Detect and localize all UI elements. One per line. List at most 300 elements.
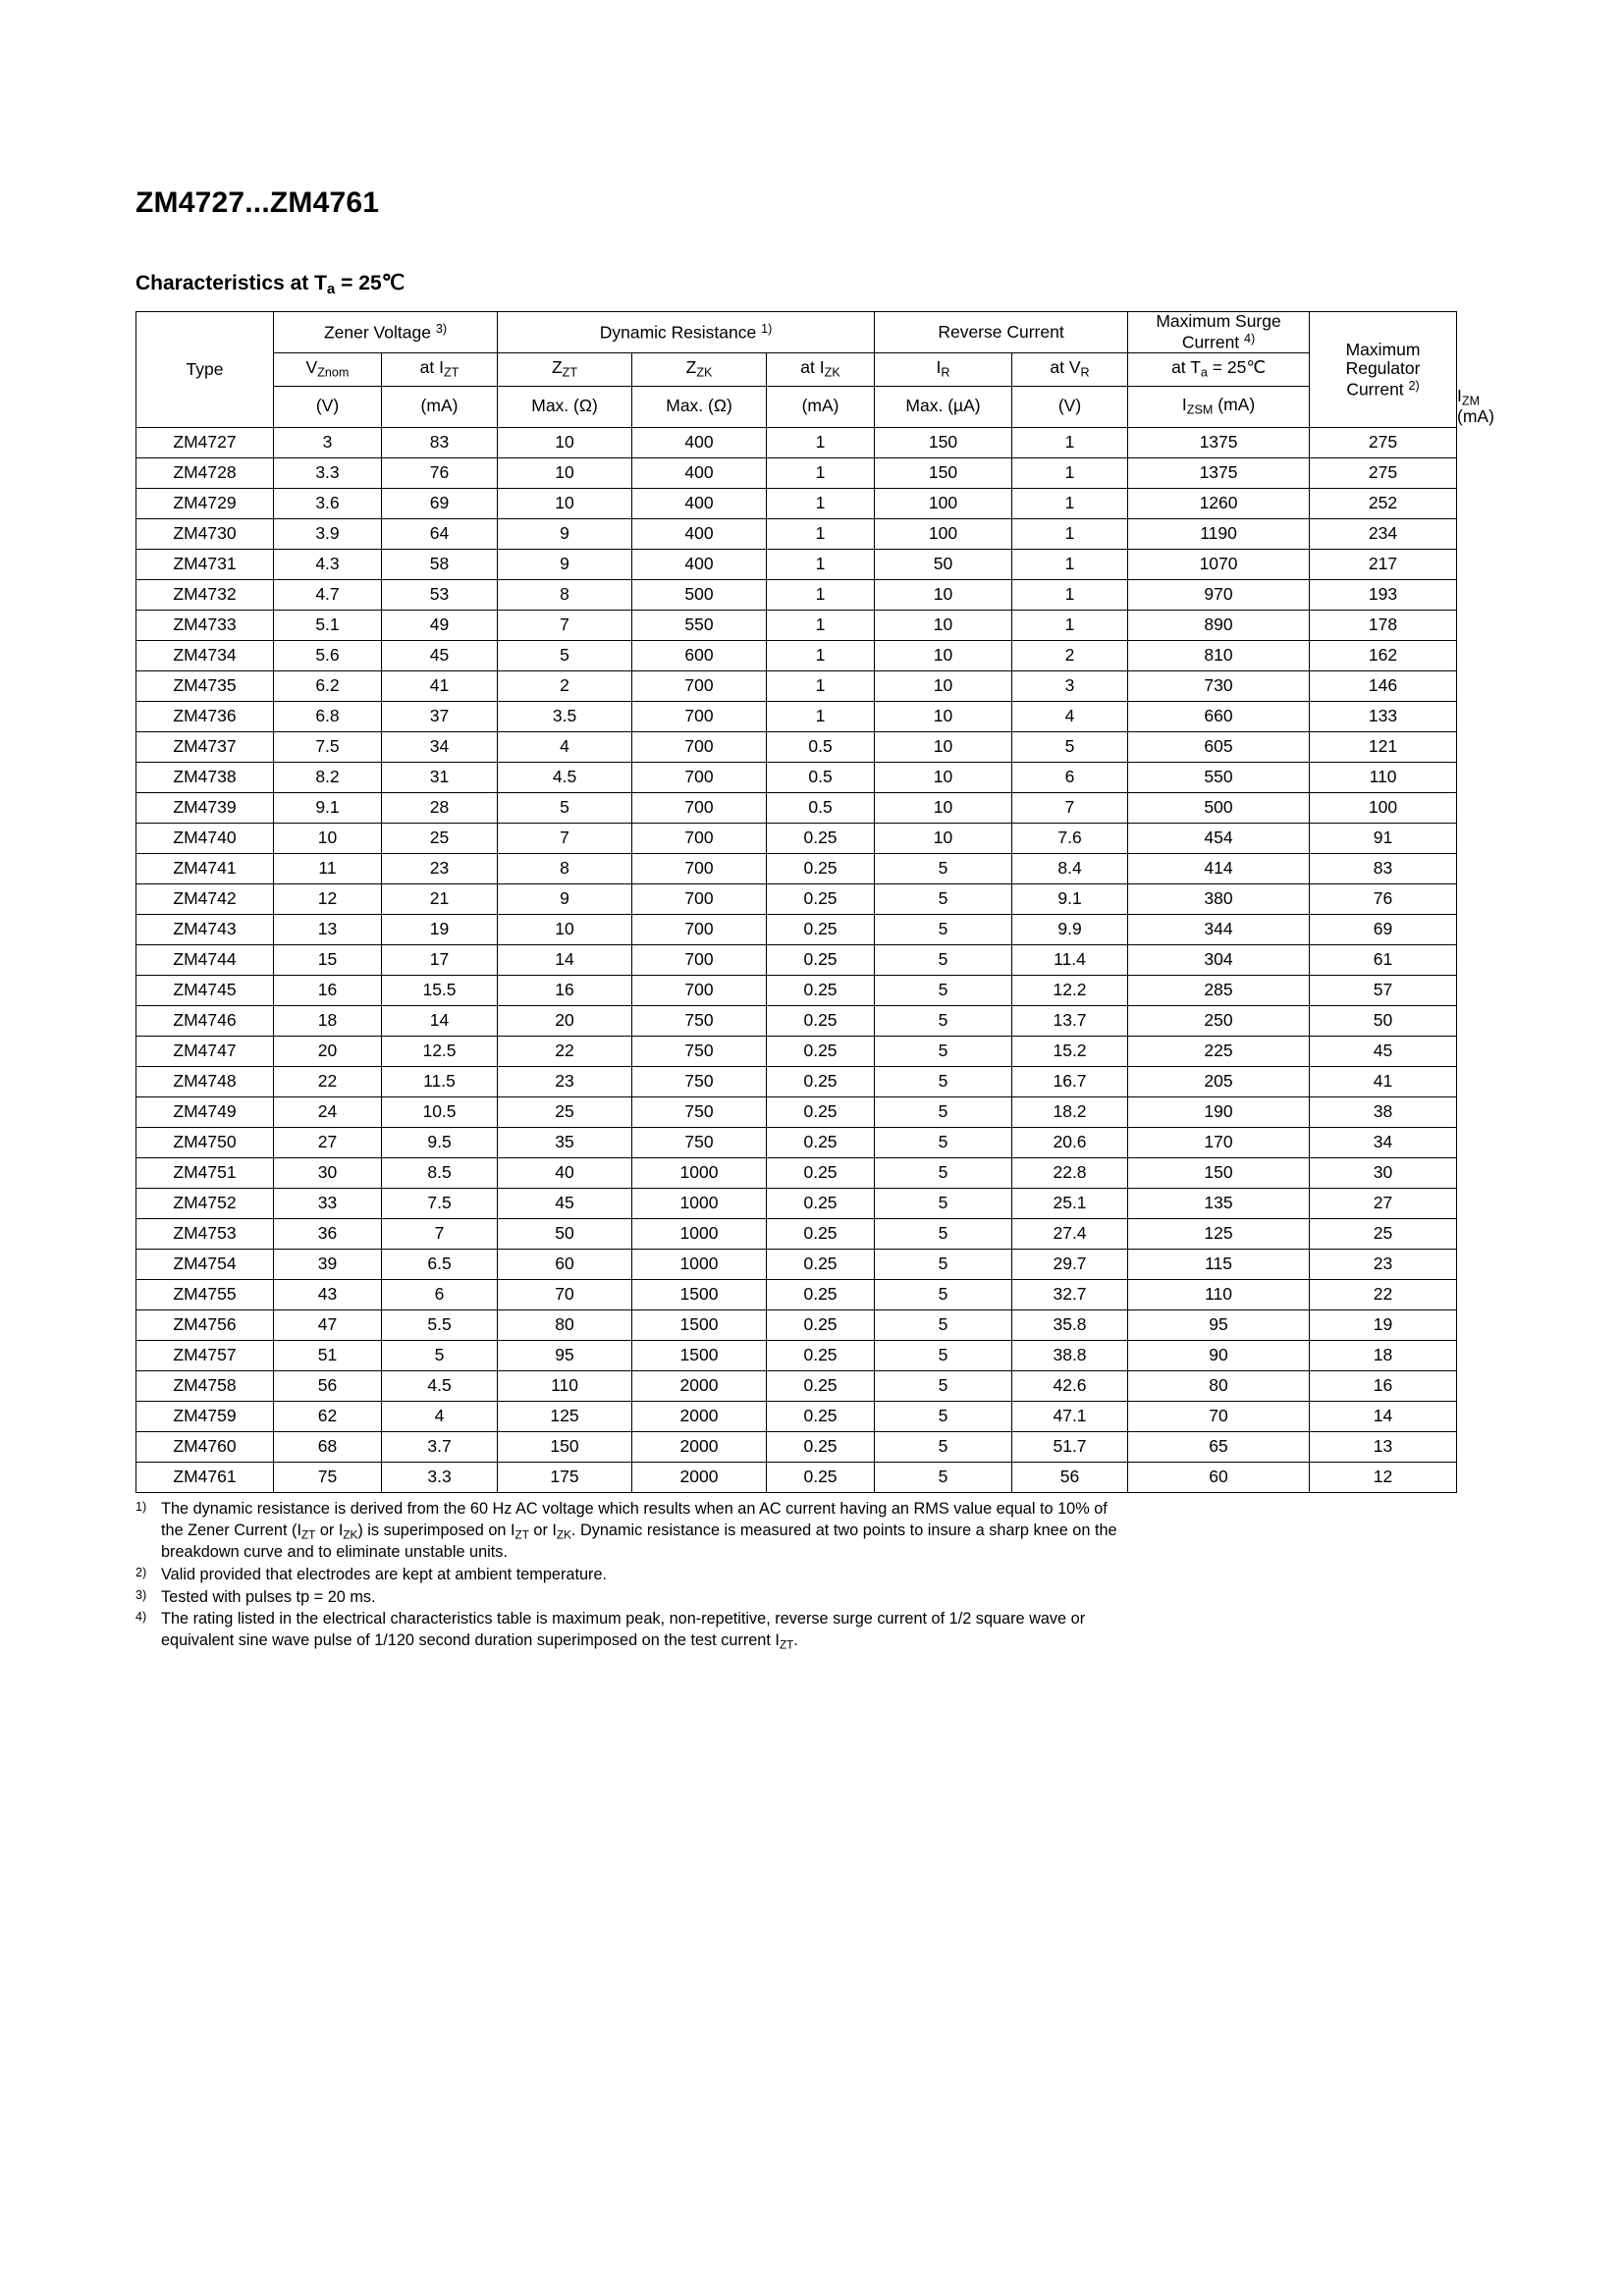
cell-value: 8.5 — [382, 1157, 498, 1188]
cell-value: 0.25 — [767, 1370, 875, 1401]
cell-value: 8 — [498, 579, 632, 610]
cell-value: 11 — [274, 853, 382, 883]
cell-value: 170 — [1128, 1127, 1310, 1157]
cell-value: 13 — [274, 914, 382, 944]
cell-type: ZM4728 — [136, 457, 274, 488]
cell-value: 80 — [1128, 1370, 1310, 1401]
table-row — [136, 549, 1457, 579]
cell-value: 90 — [1128, 1340, 1310, 1370]
cell-value: 56 — [1012, 1462, 1128, 1492]
cell-value: 3.7 — [382, 1431, 498, 1462]
cell-value: 50 — [498, 1218, 632, 1249]
cell-value: 700 — [632, 853, 767, 883]
cell-value: 100 — [875, 518, 1012, 549]
cell-value: 23 — [498, 1066, 632, 1096]
cell-value: 0.25 — [767, 914, 875, 944]
header-unit-max-ohm-zzk: Max. (Ω) — [632, 386, 767, 427]
cell-value: 27 — [1310, 1188, 1457, 1218]
cell-value: 0.25 — [767, 1157, 875, 1188]
cell-value: 62 — [274, 1401, 382, 1431]
cell-value: 9.1 — [1012, 883, 1128, 914]
footnotes — [135, 1499, 1456, 1653]
cell-value: 9 — [498, 883, 632, 914]
cell-value: 5 — [498, 640, 632, 670]
header-sym-zzt: $Z_{ZT}$ — [498, 352, 632, 386]
cell-value: 10 — [875, 823, 1012, 853]
cell-value: 9.9 — [1012, 914, 1128, 944]
cell-value: 4 — [498, 731, 632, 762]
cell-value: 0.5 — [767, 762, 875, 792]
cell-value: 30 — [1310, 1157, 1457, 1188]
cell-value: 1 — [767, 670, 875, 701]
cell-type: ZM4729 — [136, 488, 274, 518]
footnote-1-line3: breakdown curve and to eliminate unstable units. — [161, 1543, 508, 1562]
cell-value: 51.7 — [1012, 1431, 1128, 1462]
cell-value: 69 — [1310, 914, 1457, 944]
cell-value: 0.25 — [767, 1401, 875, 1431]
cell-value: 76 — [382, 457, 498, 488]
cell-value: 5 — [875, 914, 1012, 944]
cell-value: 15.2 — [1012, 1036, 1128, 1066]
cell-value: 5 — [875, 1218, 1012, 1249]
cell-value: 400 — [632, 427, 767, 457]
cell-value: 18 — [1310, 1340, 1457, 1370]
cell-value: 0.25 — [767, 1188, 875, 1218]
header-reverse-current: Reverse Current — [875, 312, 1128, 352]
cell-value: 60 — [498, 1249, 632, 1279]
table-row — [136, 853, 1457, 883]
header-sym-surge-temp: at $T_a$ = 25℃ — [1128, 352, 1310, 386]
cell-value: 35 — [498, 1127, 632, 1157]
cell-value: 8.4 — [1012, 853, 1128, 883]
section-title-suffix: = 25℃ — [335, 272, 406, 294]
cell-value: 5 — [875, 1340, 1012, 1370]
cell-value: 1000 — [632, 1157, 767, 1188]
cell-type: ZM4758 — [136, 1370, 274, 1401]
header-zener-voltage: Zener Voltage $^{3)}$ — [274, 312, 498, 352]
cell-value: 110 — [498, 1370, 632, 1401]
cell-value: 234 — [1310, 518, 1457, 549]
cell-value: 0.25 — [767, 1218, 875, 1249]
cell-value: 47 — [274, 1309, 382, 1340]
cell-value: 25 — [498, 1096, 632, 1127]
table-row — [136, 670, 1457, 701]
table-row — [136, 1462, 1457, 1492]
cell-value: 68 — [274, 1431, 382, 1462]
table-row — [136, 427, 1457, 457]
cell-value: 11.5 — [382, 1066, 498, 1096]
cell-type: ZM4746 — [136, 1005, 274, 1036]
cell-value: 22 — [1310, 1279, 1457, 1309]
cell-value: 0.25 — [767, 1279, 875, 1309]
cell-value: 17 — [382, 944, 498, 975]
cell-value: 20.6 — [1012, 1127, 1128, 1157]
cell-type: ZM4748 — [136, 1066, 274, 1096]
cell-value: 3 — [274, 427, 382, 457]
cell-value: 5 — [875, 1036, 1012, 1066]
cell-value: 121 — [1310, 731, 1457, 762]
cell-value: 12.5 — [382, 1036, 498, 1066]
cell-value: 0.25 — [767, 1309, 875, 1340]
cell-value: 6.5 — [382, 1249, 498, 1279]
table-row — [136, 640, 1457, 670]
cell-value: 22 — [274, 1066, 382, 1096]
cell-value: 7.6 — [1012, 823, 1128, 853]
cell-value: 700 — [632, 701, 767, 731]
cell-value: 250 — [1128, 1005, 1310, 1036]
cell-value: 45 — [382, 640, 498, 670]
table-row — [136, 1218, 1457, 1249]
cell-value: 1 — [767, 579, 875, 610]
cell-value: 0.25 — [767, 1127, 875, 1157]
cell-type: ZM4732 — [136, 579, 274, 610]
cell-value: 91 — [1310, 823, 1457, 853]
cell-value: 4.7 — [274, 579, 382, 610]
cell-value: 275 — [1310, 457, 1457, 488]
cell-type: ZM4756 — [136, 1309, 274, 1340]
cell-value: 1 — [1012, 488, 1128, 518]
cell-value: 64 — [382, 518, 498, 549]
table-row — [136, 1279, 1457, 1309]
header-type: Type — [136, 312, 274, 428]
table-row — [136, 488, 1457, 518]
cell-value: 0.25 — [767, 975, 875, 1005]
table-row — [136, 1066, 1457, 1096]
cell-type: ZM4749 — [136, 1096, 274, 1127]
cell-type: ZM4743 — [136, 914, 274, 944]
cell-value: 2000 — [632, 1462, 767, 1492]
cell-value: 69 — [382, 488, 498, 518]
cell-value: 6 — [382, 1279, 498, 1309]
cell-value: 110 — [1128, 1279, 1310, 1309]
cell-value: 12 — [1310, 1462, 1457, 1492]
cell-value: 49 — [382, 610, 498, 640]
cell-value: 3.6 — [274, 488, 382, 518]
cell-value: 110 — [1310, 762, 1457, 792]
cell-value: 16.7 — [1012, 1066, 1128, 1096]
cell-value: 115 — [1128, 1249, 1310, 1279]
cell-value: 9.1 — [274, 792, 382, 823]
footnote-1 — [135, 1499, 1456, 1564]
cell-type: ZM4761 — [136, 1462, 274, 1492]
cell-value: 1 — [1012, 518, 1128, 549]
cell-value: 83 — [1310, 853, 1457, 883]
cell-value: 2000 — [632, 1401, 767, 1431]
header-sym-vznom: $V_{Znom}$ — [274, 352, 382, 386]
table-row — [136, 792, 1457, 823]
header-max-regulator-current: Maximum Regulator Current $^{2)}$ — [1310, 312, 1457, 428]
table-body — [136, 427, 1457, 1492]
table-row — [136, 944, 1457, 975]
cell-value: 810 — [1128, 640, 1310, 670]
cell-value: 5.6 — [274, 640, 382, 670]
cell-value: 150 — [1128, 1157, 1310, 1188]
cell-value: 3.3 — [274, 457, 382, 488]
cell-value: 10 — [498, 457, 632, 488]
cell-value: 25 — [1310, 1218, 1457, 1249]
cell-value: 4 — [382, 1401, 498, 1431]
cell-value: 6.2 — [274, 670, 382, 701]
cell-value: 16 — [274, 975, 382, 1005]
cell-value: 193 — [1310, 579, 1457, 610]
cell-value: 400 — [632, 488, 767, 518]
cell-value: 3 — [1012, 670, 1128, 701]
cell-value: 5 — [875, 883, 1012, 914]
cell-value: 100 — [1310, 792, 1457, 823]
table-row — [136, 731, 1457, 762]
cell-value: 1 — [767, 640, 875, 670]
cell-value: 1 — [767, 549, 875, 579]
cell-value: 6 — [1012, 762, 1128, 792]
cell-type: ZM4757 — [136, 1340, 274, 1370]
cell-value: 36 — [274, 1218, 382, 1249]
cell-value: 1 — [767, 488, 875, 518]
cell-value: 10 — [498, 427, 632, 457]
cell-value: 5 — [875, 1279, 1012, 1309]
cell-value: 15 — [274, 944, 382, 975]
footnote-3-marker: 3) — [135, 1587, 147, 1602]
cell-type: ZM4760 — [136, 1431, 274, 1462]
table-row — [136, 457, 1457, 488]
cell-value: 5 — [498, 792, 632, 823]
cell-value: 7 — [498, 823, 632, 853]
cell-value: 1 — [1012, 549, 1128, 579]
cell-value: 27 — [274, 1127, 382, 1157]
cell-value: 0.25 — [767, 1036, 875, 1066]
table-row — [136, 1005, 1457, 1036]
cell-value: 2000 — [632, 1370, 767, 1401]
cell-type: ZM4734 — [136, 640, 274, 670]
cell-value: 51 — [274, 1340, 382, 1370]
cell-type: ZM4754 — [136, 1249, 274, 1279]
cell-value: 32.7 — [1012, 1279, 1128, 1309]
cell-value: 0.25 — [767, 1066, 875, 1096]
cell-type: ZM4753 — [136, 1218, 274, 1249]
cell-value: 10 — [875, 762, 1012, 792]
cell-value: 190 — [1128, 1096, 1310, 1127]
cell-value: 22 — [498, 1036, 632, 1066]
cell-value: 27.4 — [1012, 1218, 1128, 1249]
cell-value: 47.1 — [1012, 1401, 1128, 1431]
cell-value: 11.4 — [1012, 944, 1128, 975]
cell-value: 0.25 — [767, 1096, 875, 1127]
cell-type: ZM4755 — [136, 1279, 274, 1309]
cell-type: ZM4730 — [136, 518, 274, 549]
cell-value: 10 — [875, 701, 1012, 731]
cell-value: 1 — [1012, 457, 1128, 488]
cell-value: 4 — [1012, 701, 1128, 731]
table-row — [136, 1127, 1457, 1157]
cell-type: ZM4751 — [136, 1157, 274, 1188]
cell-value: 3.3 — [382, 1462, 498, 1492]
cell-value: 5 — [875, 1401, 1012, 1431]
cell-value: 19 — [1310, 1309, 1457, 1340]
cell-value: 10 — [875, 579, 1012, 610]
cell-value: 10 — [875, 640, 1012, 670]
header-unit-max-ohm-zzt: Max. (Ω) — [498, 386, 632, 427]
cell-value: 16 — [498, 975, 632, 1005]
cell-value: 10 — [875, 731, 1012, 762]
cell-value: 4.5 — [382, 1370, 498, 1401]
cell-value: 1500 — [632, 1309, 767, 1340]
cell-value: 414 — [1128, 853, 1310, 883]
cell-value: 22.8 — [1012, 1157, 1128, 1188]
cell-value: 750 — [632, 1127, 767, 1157]
cell-value: 9.5 — [382, 1127, 498, 1157]
cell-value: 50 — [1310, 1005, 1457, 1036]
cell-value: 700 — [632, 883, 767, 914]
cell-value: 550 — [1128, 762, 1310, 792]
cell-value: 41 — [1310, 1066, 1457, 1096]
header-sym-at-izk: at $I_{ZK}$ — [767, 352, 875, 386]
cell-value: 162 — [1310, 640, 1457, 670]
cell-value: 56 — [274, 1370, 382, 1401]
cell-value: 7 — [498, 610, 632, 640]
cell-value: 6.8 — [274, 701, 382, 731]
cell-value: 700 — [632, 914, 767, 944]
header-sym-at-vr: at $V_R$ — [1012, 352, 1128, 386]
cell-value: 1 — [1012, 579, 1128, 610]
cell-value: 0.25 — [767, 1340, 875, 1370]
cell-value: 10 — [498, 914, 632, 944]
cell-value: 33 — [274, 1188, 382, 1218]
cell-value: 12 — [274, 883, 382, 914]
cell-value: 39 — [274, 1249, 382, 1279]
header-sym-zzk: $Z_{ZK}$ — [632, 352, 767, 386]
cell-value: 29.7 — [1012, 1249, 1128, 1279]
cell-type: ZM4759 — [136, 1401, 274, 1431]
cell-value: 0.25 — [767, 883, 875, 914]
header-unit-max-ua: Max. (µA) — [875, 386, 1012, 427]
cell-value: 400 — [632, 518, 767, 549]
table-header — [136, 311, 1494, 428]
table-row — [136, 975, 1457, 1005]
table-row — [136, 823, 1457, 853]
header-sym-at-izt: at $I_{ZT}$ — [382, 352, 498, 386]
cell-value: 205 — [1128, 1066, 1310, 1096]
cell-value: 660 — [1128, 701, 1310, 731]
cell-value: 9 — [498, 549, 632, 579]
cell-type: ZM4736 — [136, 701, 274, 731]
cell-value: 20 — [274, 1036, 382, 1066]
cell-value: 13.7 — [1012, 1005, 1128, 1036]
cell-value: 34 — [382, 731, 498, 762]
table-row — [136, 1096, 1457, 1127]
cell-value: 60 — [1128, 1462, 1310, 1492]
cell-value: 5 — [875, 1096, 1012, 1127]
cell-type: ZM4739 — [136, 792, 274, 823]
cell-value: 1260 — [1128, 488, 1310, 518]
cell-value: 0.5 — [767, 731, 875, 762]
cell-value: 1070 — [1128, 549, 1310, 579]
cell-value: 20 — [498, 1005, 632, 1036]
footnote-1-line2: the Zener Current ($I_{ZT}$ or $I_{ZK}$) is superimposed on $I_{ZT}$ or $I_{ZK}$. Dynamic resistance is measured at two points to insure a sharp knee on the — [161, 1521, 1117, 1541]
cell-value: 1 — [1012, 427, 1128, 457]
cell-value: 80 — [498, 1309, 632, 1340]
cell-type: ZM4741 — [136, 853, 274, 883]
cell-value: 95 — [1128, 1309, 1310, 1340]
cell-value: 344 — [1128, 914, 1310, 944]
header-row-units: (V) (mA) Max. (Ω) Max. (Ω) (mA) Max. (µA) (V) $I_{ZSM}$ (mA) $I_{ZM}$ (mA) — [136, 386, 1457, 427]
cell-value: 14 — [1310, 1401, 1457, 1431]
table-row — [136, 1431, 1457, 1462]
table-row — [136, 1188, 1457, 1218]
cell-value: 0.25 — [767, 1005, 875, 1036]
characteristics-table — [135, 311, 1494, 1493]
cell-value: 61 — [1310, 944, 1457, 975]
cell-value: 0.5 — [767, 792, 875, 823]
cell-value: 25 — [382, 823, 498, 853]
cell-value: 10 — [875, 792, 1012, 823]
cell-value: 7.5 — [382, 1188, 498, 1218]
cell-value: 700 — [632, 944, 767, 975]
cell-value: 70 — [498, 1279, 632, 1309]
cell-value: 23 — [1310, 1249, 1457, 1279]
cell-value: 1 — [1012, 610, 1128, 640]
header-row-symbols — [136, 352, 1457, 386]
cell-value: 5 — [875, 1431, 1012, 1462]
section-title — [135, 271, 1500, 297]
cell-value: 5 — [875, 1005, 1012, 1036]
cell-value: 14 — [382, 1005, 498, 1036]
cell-value: 1375 — [1128, 457, 1310, 488]
cell-value: 5.1 — [274, 610, 382, 640]
table-row — [136, 518, 1457, 549]
cell-type: ZM4745 — [136, 975, 274, 1005]
footnote-4-marker: 4) — [135, 1610, 147, 1625]
footnote-1-marker: 1) — [135, 1499, 147, 1514]
cell-value: 750 — [632, 1005, 767, 1036]
cell-value: 95 — [498, 1340, 632, 1370]
cell-value: 12.2 — [1012, 975, 1128, 1005]
cell-type: ZM4735 — [136, 670, 274, 701]
cell-value: 5 — [875, 1157, 1012, 1188]
cell-value: 1000 — [632, 1218, 767, 1249]
cell-value: 500 — [1128, 792, 1310, 823]
cell-value: 125 — [498, 1401, 632, 1431]
header-unit-ma: (mA) — [382, 386, 498, 427]
cell-value: 4.3 — [274, 549, 382, 579]
cell-value: 146 — [1310, 670, 1457, 701]
cell-value: 1 — [767, 427, 875, 457]
cell-value: 21 — [382, 883, 498, 914]
cell-value: 5 — [382, 1340, 498, 1370]
cell-value: 225 — [1128, 1036, 1310, 1066]
cell-value: 75 — [274, 1462, 382, 1492]
footnote-2-text: Valid provided that electrodes are kept at ambient temperature. — [161, 1566, 608, 1584]
cell-value: 454 — [1128, 823, 1310, 853]
cell-value: 13 — [1310, 1431, 1457, 1462]
cell-value: 76 — [1310, 883, 1457, 914]
cell-value: 40 — [498, 1157, 632, 1188]
cell-value: 53 — [382, 579, 498, 610]
cell-value: 2 — [498, 670, 632, 701]
cell-value: 1190 — [1128, 518, 1310, 549]
cell-value: 178 — [1310, 610, 1457, 640]
cell-value: 1 — [767, 518, 875, 549]
footnote-4-line2: equivalent sine wave pulse of 1/120 second duration superimposed on the test current $I_{ZT}$. — [161, 1631, 798, 1652]
section-title-sub: a — [326, 281, 336, 298]
cell-value: 9 — [498, 518, 632, 549]
cell-value: 25.1 — [1012, 1188, 1128, 1218]
cell-value: 0.25 — [767, 1431, 875, 1462]
cell-type: ZM4738 — [136, 762, 274, 792]
cell-value: 5.5 — [382, 1309, 498, 1340]
cell-value: 1 — [767, 610, 875, 640]
footnote-3 — [135, 1587, 1456, 1609]
cell-value: 30 — [274, 1157, 382, 1188]
cell-value: 10 — [274, 823, 382, 853]
